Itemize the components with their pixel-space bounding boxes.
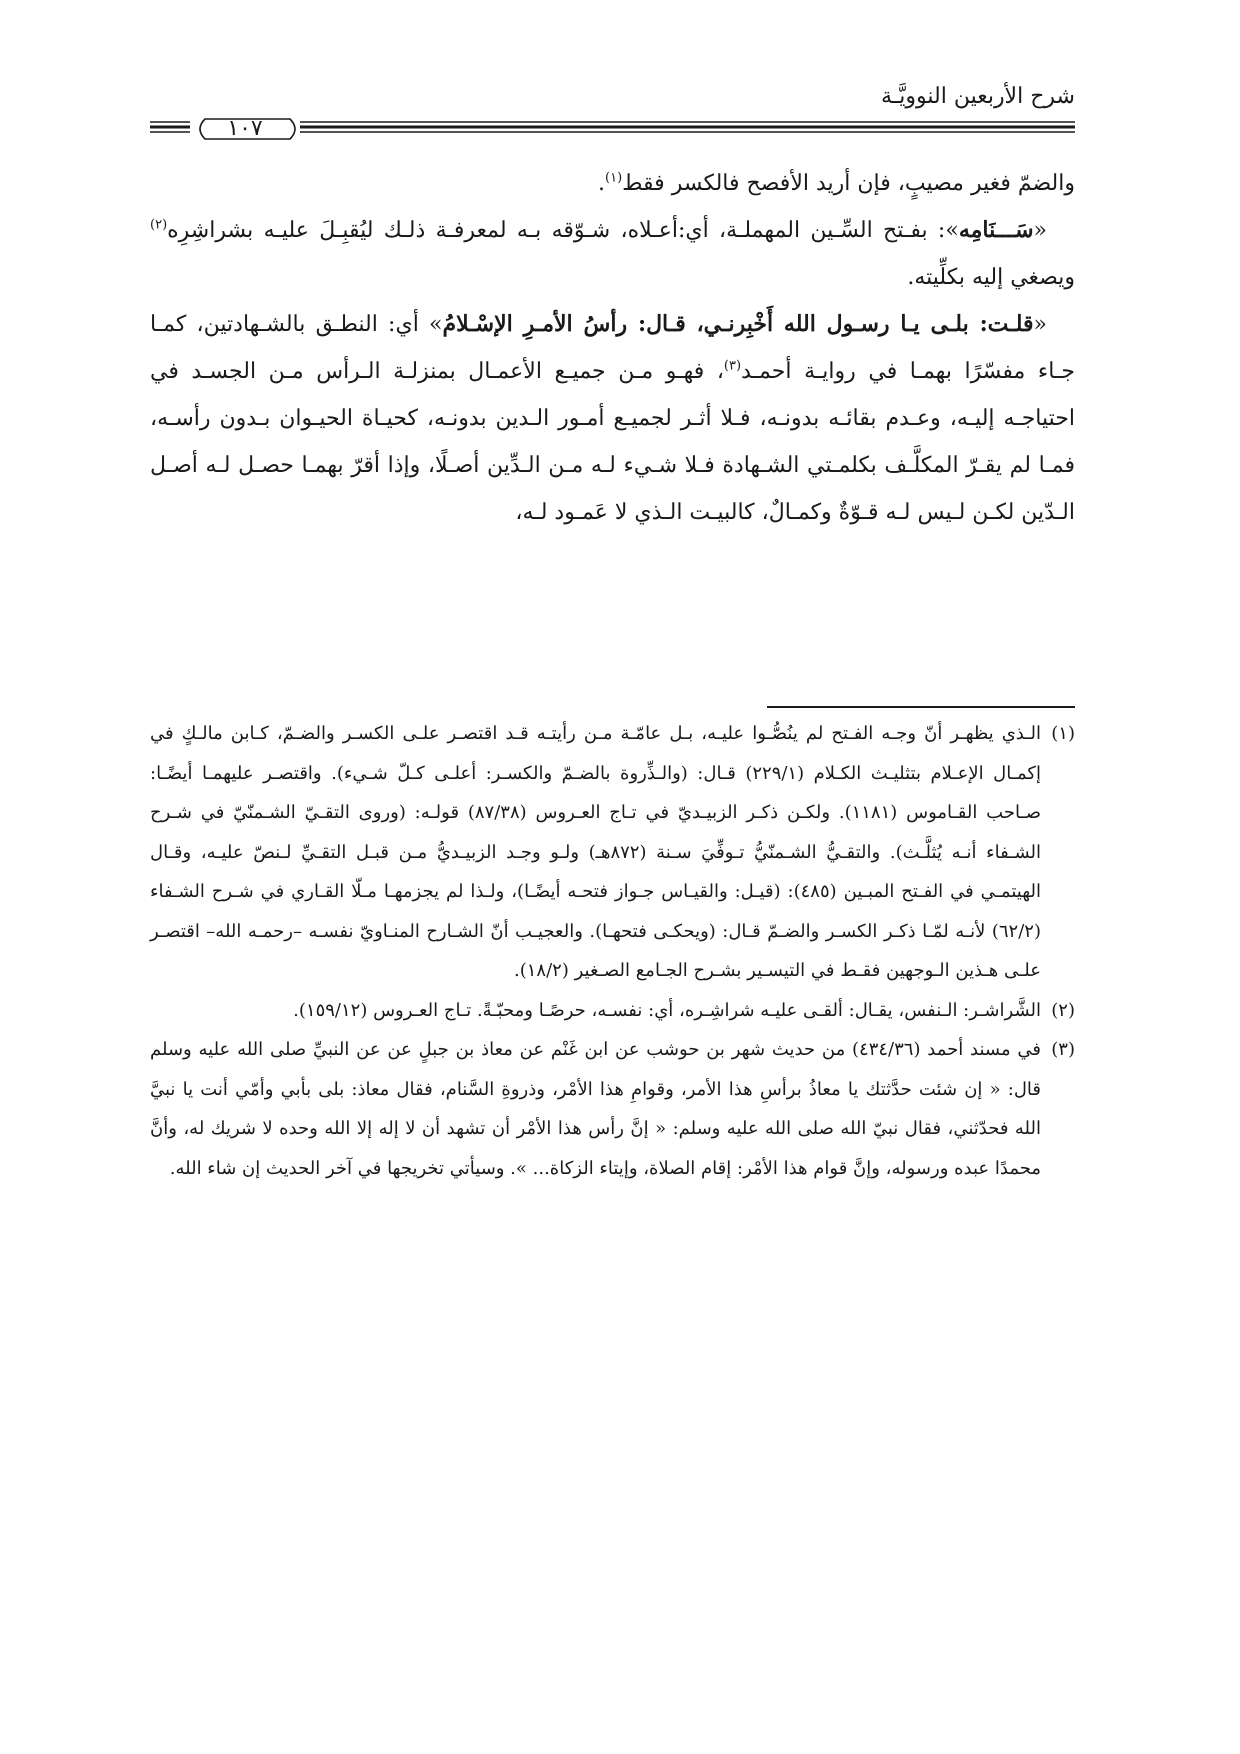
footnote-separator [767,706,1075,708]
footnote-2 [150,991,1075,1031]
paragraph-2-tail: ويصغي إليه بكلِّيته. [907,265,1075,290]
main-text [150,160,1075,536]
footnote-number: (١) [1051,723,1075,744]
footnote-1 [150,714,1075,991]
footnote-ref-3: (٣) [723,358,742,374]
paragraph-3 [150,301,1075,536]
footnote-text: في مسند أحمد (٤٣٤/٣٦) من حديث شهر بن حوشب عن ابن غَنْم عن معاذ بن جبلٍ عن عن النبيِّ صلى الله عليه وسلم قال: « إن شئت حدَّثتك يا معاذُ برأسِ هذا الأمر، وقوامِ هذا الأمْر، وذروةِ السَّنام، فقال معاذ: بلى بأبي وأمّي أنت يا نبيَّ الله فحدّثني، فقال نبيّ الله صلى الله عليه وسلم: « إنَّ رأس هذا الأمْر أن تشهد أن لا إله إلا الله وحده لا شريك له، وأنَّ محمدًا عبده ورسوله، وإنَّ قوام هذا الأمْر: إقام الصلاة، وإيتاء الزكاة... ». وسيأتي تخريجها في آخر الحديث إن شاء الله. [150,1039,1042,1179]
paragraph-1-text: والضمّ فغير مصيبٍ، فإن أريد الأفصح فالكسر فقط [622,171,1075,196]
footnote-3 [150,1030,1075,1188]
footnotes [150,714,1075,1188]
close-quote: » [429,312,443,337]
footnote-ref-2: (٢) [150,217,168,233]
paragraph-1 [150,160,1075,207]
page-number: ١٠٧ [227,116,263,141]
paragraph-2-text: : بفـتح السِّـين المهملـة، أي:أعـلاه، شـوّقه بـه لمعرفـة ذلـك ليُقبِـلَ عليـه بشراشِرِه [167,218,946,243]
running-header-title: شرح الأربعين النوويَّـة [881,84,1075,109]
open-quote: « [1033,218,1047,243]
term-sanam: سَـــنَامِه [958,217,1034,243]
footnote-text: الـذي يظهـر أنّ وجـه الفـتح لم ينُصُّـوا عليـه، بـل عامّـة مـن رأيتـه قـد اقتصـر علـى الكسـر والضـمّ، كـابن مالـكٍ في إكمـال الإعـلام بتثليـث الكـلام (٢٢٩/١) قـال: (والـذِّروة بالضـمّ والكسـر: أعلـى كـلّ شـيء). واقتصـر عليهمـا أيضًـا: صـاحب القـاموس (١١٨١). ولكـن ذكـر الزبيـديّ في تـاج العـروس (٨٧/٣٨) قولـه: (وروى التقـيّ الشـمنّيّ في شـرح الشـفاء أنـه يُثلَّـث). والتقـيُّ الشـمنّيُّ تـوفِّيَ سـنة (٨٧٢هـ) ولـو وجـد الزبيـديُّ مـن قبـل التقـيِّ لـنصّ عليـه، وقـال الهيتمـي في الفـتح المبـين (٤٨٥): (قيـل: والقيـاس جـواز فتحـه أيضًـا)، ولـذا لم يجزمهـا مـلّا القـاري في شـرح الشـفاء (٦٢/٢) لأنـه لمّـا ذكـر الكسـر والضـمّ قـال: (ويحكـى فتحهـا). والعجيـب أنّ الشـارح المنـاويّ نفسـه –رحمـه الله– اقتصـر علـى هـذين الـوجهين فقـط في التيسـير بشـرح الجـامع الصـغير (١٨/٢). [150,723,1041,981]
close-quote: » [945,218,959,243]
paragraph-3-tail: ، فهـو مـن جميـع الأعمـال بمنزلـة الـرأس مـن الجسـد في احتياجـه إليـه، وعـدم بقائـه بدونـه، فـلا أثـر لجميـع أمـور الـدين بدونـه، كحيـاة الحيـوان بـدون رأسـه، فمـا لم يقـرّ المكلَّـف بكلمـتي الشـهادة فـلا شـيء لـه مـن الـدِّين أصـلًا، وإذا أقرّ بهمـا حصـل لـه أصـل الـدّين لكـن لـيس لـه قـوّةٌ وكمـالٌ، كالبيـت الـذي لا عَمـود لـه، [150,359,1075,525]
paragraph-1-tail: . [598,171,606,196]
footnote-ref-1: (١) [605,170,623,186]
footnote-number: (٢) [1051,999,1075,1021]
paragraph-2 [150,207,1075,301]
book-page [150,0,1075,1754]
open-quote: « [1033,312,1048,337]
paragraph-3-text: أي: النطـق بالشـهادتين، كمـا جـاء مفسّرًا بهمـا في روايـة أحمـد [150,312,1075,384]
footnote-text: الشَّراشـر: الـنفس، يقـال: ألقـى عليـه شراشِـره، أي: نفسـه، حرصًـا ومحبّـةً. تـاج العـروس (١٥٩/١٢). [293,999,1041,1021]
hadith-quote: قلـت: بلـى يـا رسـول الله أَخْبِرنـي، قـال: رأسُ الأمـرِ الإسْـلامُ [442,311,1034,337]
footnote-number: (٣) [1051,1039,1075,1060]
